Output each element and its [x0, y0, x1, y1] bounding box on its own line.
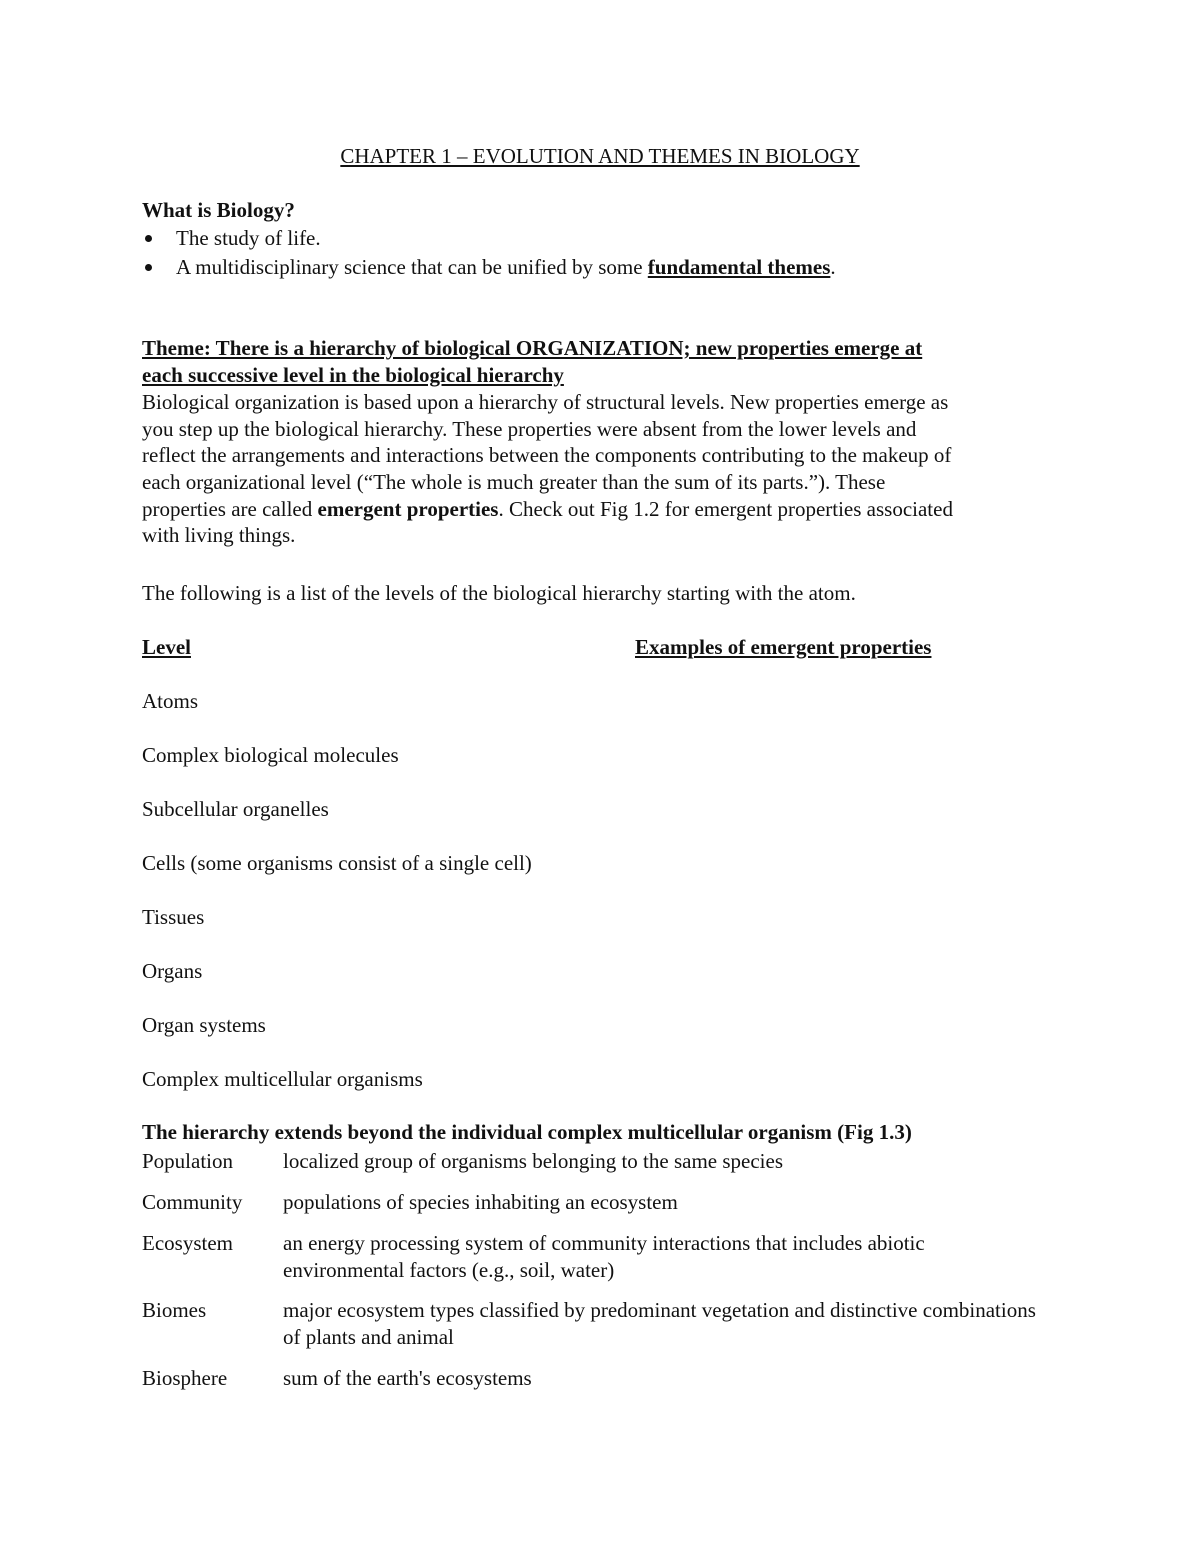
bullet-emphasis: fundamental themes [647, 255, 831, 279]
level-item: Organ systems [142, 1013, 266, 1037]
hierarchy-term: Community [142, 1190, 243, 1214]
bullet-text: The study of life. [176, 226, 321, 250]
paragraph-line: Biological organization is based upon a hierarchy of structural levels. New properties emerge as [142, 390, 949, 414]
bullet-text-end: . [830, 255, 836, 279]
theme-heading-line: Theme: There is a hierarchy of biological ORGANIZATION; new properties emerge at [142, 336, 923, 360]
bullet-text: A multidisciplinary science that can be unified by some [176, 255, 648, 279]
level-item: Tissues [142, 905, 205, 929]
paragraph-text: properties are called [142, 496, 318, 521]
level-item: Complex multicellular organisms [142, 1067, 423, 1091]
level-item: Subcellular organelles [142, 797, 329, 821]
hierarchy-definition: populations of species inhabiting an ecosystem [283, 1190, 678, 1214]
chapter-title: CHAPTER 1 – EVOLUTION AND THEMES IN BIOLOGY [340, 144, 860, 168]
bullet-item [142, 225, 1102, 254]
level-item: Cells (some organisms consist of a single cell) [142, 851, 532, 875]
bullet-item [142, 254, 1102, 283]
hierarchy-term: Biomes [142, 1298, 207, 1322]
hierarchy-definition: localized group of organisms belonging to the same species [283, 1149, 783, 1173]
bullet-icon [145, 264, 152, 271]
level-item: Organs [142, 959, 203, 983]
hierarchy-definition: major ecosystem types classified by predominant vegetation and distinctive combinations of plants and animal [283, 1298, 1036, 1349]
hierarchy-term: Population [142, 1149, 234, 1173]
paragraph-line: with living things. [142, 523, 296, 548]
what-is-biology-bullets [142, 225, 1102, 283]
paragraph-line [142, 496, 1072, 523]
theme-heading [142, 335, 1072, 388]
paragraph-line: each organizational level (“The whole is much greater than the sum of its parts.”). These [142, 470, 886, 495]
hierarchy-term: Biosphere [142, 1366, 228, 1390]
level-column-header: Level [142, 635, 191, 659]
levels-intro: The following is a list of the levels of the biological hierarchy starting with the atom. [142, 581, 856, 605]
paragraph-line: you step up the biological hierarchy. These properties were absent from the lower levels and [142, 416, 917, 441]
theme-paragraph [142, 389, 1072, 549]
emergent-properties-column-header: Examples of emergent properties [635, 635, 932, 659]
paragraph-text: . Check out Fig 1.2 for emergent properties associated [498, 496, 953, 521]
emergent-properties-term: emergent properties [317, 496, 499, 521]
paragraph-line: reflect the arrangements and interactions between the components contributing to the makeup of [142, 443, 952, 468]
level-item: Complex biological molecules [142, 743, 399, 767]
hierarchy-beyond-heading: The hierarchy extends beyond the individual complex multicellular organism (Fig 1.3) [142, 1120, 912, 1144]
hierarchy-definition: sum of the earth's ecosystems [283, 1366, 532, 1390]
theme-heading-line: each successive level in the biological hierarchy [142, 362, 564, 387]
what-is-biology-heading: What is Biology? [142, 198, 295, 222]
hierarchy-term: Ecosystem [142, 1231, 233, 1255]
bullet-icon [145, 235, 152, 242]
level-item: Atoms [142, 689, 199, 713]
hierarchy-definition: an energy processing system of community interactions that includes abiotic environmental factors (e.g., soil, water) [283, 1231, 925, 1282]
